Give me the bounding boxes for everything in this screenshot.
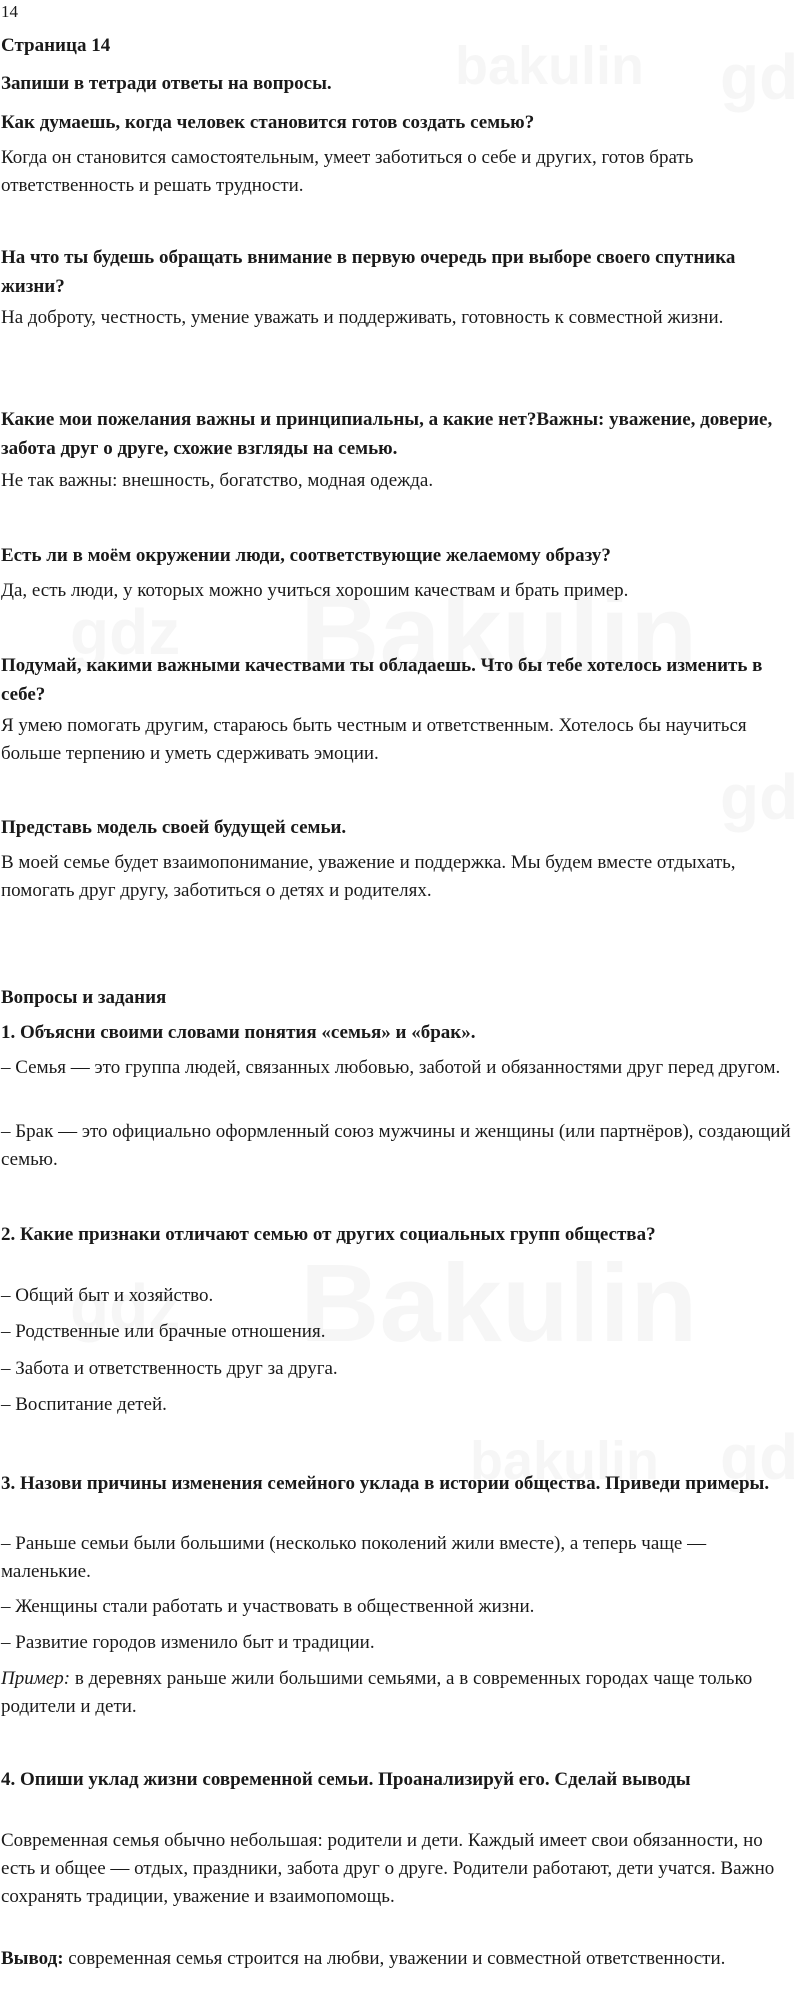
answer: Я умею помогать другим, стараюсь быть честным и ответственным. Хотелось бы научиться больше терпению и уметь сдерживать эмоции. — [1, 715, 747, 764]
question: Подумай, какими важными качествами ты обладаешь. Что бы тебе хотелось изменить в себе? — [1, 655, 763, 705]
list-item: – Воспитание детей. — [1, 1394, 167, 1415]
example-label: Пример: — [1, 1668, 71, 1689]
task-question: 3. Назови причины изменения семейного уклада в истории общества. Приведи примеры. — [1, 1473, 770, 1494]
list-item: – Забота и ответственность друг за друга. — [1, 1358, 338, 1379]
section-title: Вопросы и задания — [1, 987, 167, 1008]
list-item: – Семья — это группа людей, связанных любовью, заботой и обязанностями друг перед другом. — [1, 1057, 781, 1078]
example-text: в деревнях раньше жили большими семьями, а в современных городах чаще только родители и дети. — [1, 1668, 753, 1717]
paragraph: Современная семья обычно небольшая: родители и дети. Каждый имеет свои обязанности, но есть и общее — отдых, праздники, забота друг о друге. Родители работают, дети учатся. Важно сохранять традиции, уважение и взаимопомощь. — [1, 1830, 775, 1907]
example — [1, 1665, 796, 1721]
answer: В моей семье будет взаимопонимание, уважение и поддержка. Мы будем вместе отдыхать, помогать друг другу, заботиться о детях и родителях. — [1, 852, 736, 901]
task-question: 2. Какие признаки отличают семью от других социальных групп общества? — [1, 1224, 656, 1245]
list-item: – Родственные или брачные отношения. — [1, 1321, 326, 1342]
list-item: – Женщины стали работать и участвовать в общественной жизни. — [1, 1596, 535, 1617]
instruction: Запиши в тетради ответы на вопросы. — [1, 73, 332, 94]
conclusion — [1, 1945, 796, 1973]
page-number: 14 — [1, 2, 18, 21]
answer: Не так важны: внешность, богатство, модная одежда. — [1, 470, 434, 491]
question: Есть ли в моём окружении люди, соответствующие желаемому образу? — [1, 545, 611, 566]
list-item: – Раньше семьи были большими (несколько поколений жили вместе), а теперь чаще — маленькие. — [1, 1533, 707, 1582]
conclusion-label: Вывод: — [1, 1948, 64, 1969]
conclusion-text: современная семья строится на любви, уважении и совместной ответственности. — [63, 1948, 726, 1969]
list-item: – Брак — это официально оформленный союз мужчины и женщины (или партнёров), создающий семью. — [1, 1121, 791, 1170]
answer: На доброту, честность, умение уважать и поддерживать, готовность к совместной жизни. — [1, 307, 724, 328]
answer: Да, есть люди, у которых можно учиться хорошим качествам и брать пример. — [1, 580, 629, 601]
page-title: Страница 14 — [1, 35, 111, 56]
watermark-bakulin — [455, 35, 644, 97]
watermark-gdz — [720, 40, 800, 114]
task-question: 4. Опиши уклад жизни современной семьи. Проанализируй его. Сделай выводы — [1, 1769, 691, 1790]
question: Какие мои пожелания важны и принципиальны, а какие нет?Важны: уважение, доверие, забота друг о друге, схожие взгляды на семью. — [1, 409, 773, 459]
list-item: – Общий быт и хозяйство. — [1, 1285, 214, 1306]
question: Как думаешь, когда человек становится готов создать семью? — [1, 112, 535, 133]
list-item: – Развитие городов изменило быт и традиции. — [1, 1632, 375, 1653]
question: На что ты будешь обращать внимание в первую очередь при выборе своего спутника жизни? — [1, 247, 736, 297]
answer: Когда он становится самостоятельным, умеет заботиться о себе и других, готов брать ответственность и решать трудности. — [1, 147, 694, 196]
task-question: 1. Объясни своими словами понятия «семья» и «брак». — [1, 1022, 476, 1043]
question: Представь модель своей будущей семьи. — [1, 817, 347, 838]
